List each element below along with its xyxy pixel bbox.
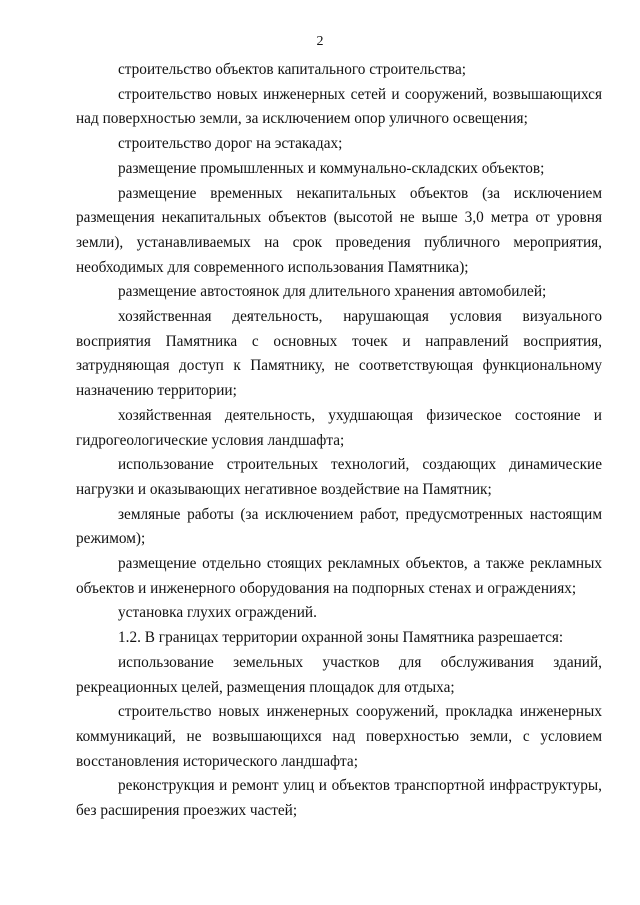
- page-number: 2: [316, 34, 324, 49]
- paragraph-1: строительство объектов капитального строительства;: [118, 61, 466, 78]
- paragraph-12: установка глухих ограждений.: [118, 604, 317, 622]
- section-heading-1-2: 1.2. В границах территории охранной зоны Памятника разрешается:: [118, 629, 564, 647]
- paragraph-7: хозяйственная деятельность, нарушающая условия визуального восприятия Памятника с основных точек и направлений восприятия, затрудняющая доступ к Памятнику, не соответствующая функциональному назначению территории;: [76, 308, 602, 400]
- document-body: [76, 58, 602, 824]
- paragraph-5: размещение временных некапитальных объектов (за исключением размещения некапитальных объектов (высотой не выше 3,0 метра от уровня земли), устанавливаемых на срок проведения публичного мероприятия, необходимых для современного использования Памятника);: [76, 184, 602, 276]
- paragraph-4: размещение промышленных и коммунально-складских объектов;: [118, 159, 545, 177]
- paragraph-3: строительство дорог на эстакадах;: [118, 135, 343, 153]
- paragraph-16: реконструкция и ремонт улиц и объектов транспортной инфраструктуры, без расширения проезжих частей;: [76, 777, 602, 820]
- paragraph-10: земляные работы (за исключением работ, предусмотренных настоящим режимом);: [76, 505, 602, 548]
- paragraph-6: размещение автостоянок для длительного хранения автомобилей;: [118, 283, 547, 301]
- paragraph-2: строительство новых инженерных сетей и сооружений, возвышающихся над поверхностью земли, за исключением опор уличного освещения;: [76, 85, 602, 128]
- paragraph-8: хозяйственная деятельность, ухудшающая физическое состояние и гидрогеологические условия ландшафта;: [76, 406, 602, 449]
- paragraph-9: использование строительных технологий, создающих динамические нагрузки и оказывающих негативное воздействие на Памятник;: [76, 456, 602, 498]
- paragraph-15: строительство новых инженерных сооружений, прокладка инженерных коммуникаций, не возвышающихся над поверхностью земли, с условием восстановления исторического ландшафта;: [76, 703, 602, 770]
- paragraph-14: использование земельных участков для обслуживания зданий, рекреационных целей, размещения площадок для отдыха;: [76, 653, 602, 696]
- paragraph-11: размещение отдельно стоящих рекламных объектов, а также рекламных объектов и инженерного оборудования на подпорных стенах и ограждениях;: [76, 555, 602, 597]
